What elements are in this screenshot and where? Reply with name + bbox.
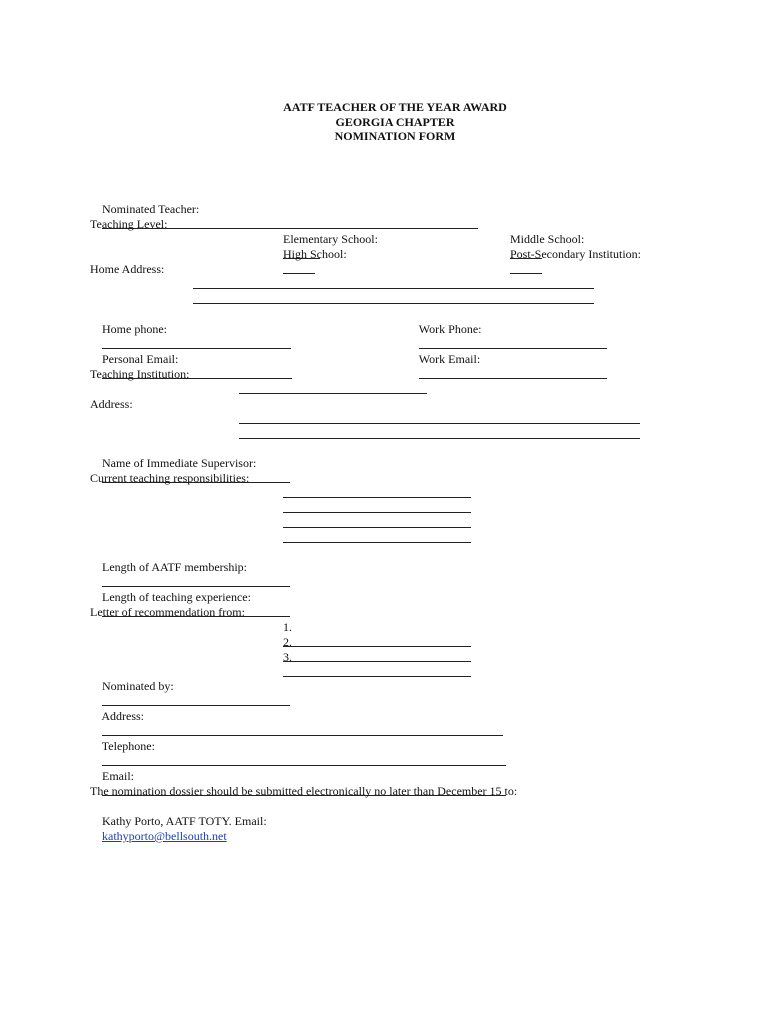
elementary-school-label: Elementary School: <box>283 232 378 246</box>
high-school-label: High School: <box>283 247 347 261</box>
contact-prefix: Kathy Porto, AATF TOTY. Email: <box>102 814 267 828</box>
work-email-label: Work Email: <box>418 352 481 366</box>
nominated-by-label: Nominated by: <box>102 679 174 693</box>
title-line-form: NOMINATION FORM <box>334 129 456 143</box>
middle-school-label: Middle School: <box>510 232 585 246</box>
supervisor-label: Name of Immediate Supervisor: <box>102 456 257 470</box>
nominator-address-label: Address: <box>101 709 145 723</box>
nominated-teacher-label: Nominated Teacher: <box>102 202 200 216</box>
institution-address-label: Address: <box>90 397 133 411</box>
home-phone-label: Home phone: <box>102 322 167 336</box>
recommendation-field-3[interactable] <box>283 665 471 677</box>
recommendation-number-1: 1. <box>283 620 292 634</box>
recommendation-label: Letter of recommendation from: <box>90 605 245 619</box>
responsibilities-field-4[interactable] <box>283 531 471 543</box>
work-phone-label: Work Phone: <box>418 322 482 336</box>
experience-label: Length of teaching experience: <box>102 590 251 604</box>
recommendation-row-3 <box>271 635 471 696</box>
work-email-row <box>407 337 607 398</box>
home-address-field-2[interactable] <box>193 292 594 304</box>
title-line-award: AATF TEACHER OF THE YEAR AWARD <box>283 100 507 114</box>
recommendation-number-3: 3. <box>283 650 292 664</box>
email-label: Email: <box>102 769 134 783</box>
home-address-label: Home Address: <box>90 262 165 276</box>
responsibilities-line-4 <box>271 516 471 562</box>
form-title <box>0 100 770 144</box>
teaching-institution-field[interactable] <box>239 382 427 394</box>
title-line-chapter: GEORGIA CHAPTER <box>335 114 455 129</box>
teaching-level-label: Teaching Level: <box>90 217 168 231</box>
responsibilities-label: Current teaching responsibilities: <box>90 471 250 485</box>
post-secondary-label: Post-Secondary Institution: <box>510 247 641 261</box>
contact-line <box>90 799 267 859</box>
membership-label: Length of AATF membership: <box>102 560 247 574</box>
submission-instructions: The nomination dossier should be submitted electronically no later than December 15 to: <box>90 784 518 798</box>
personal-email-label: Personal Email: <box>102 352 179 366</box>
work-email-field[interactable] <box>419 367 607 379</box>
recommendation-number-2: 2. <box>283 635 292 649</box>
institution-address-field-2[interactable] <box>239 427 640 439</box>
contact-email-link[interactable]: kathyporto@bellsouth.net <box>102 829 227 843</box>
telephone-label: Telephone: <box>101 739 155 753</box>
teaching-institution-label: Teaching Institution: <box>90 367 190 381</box>
